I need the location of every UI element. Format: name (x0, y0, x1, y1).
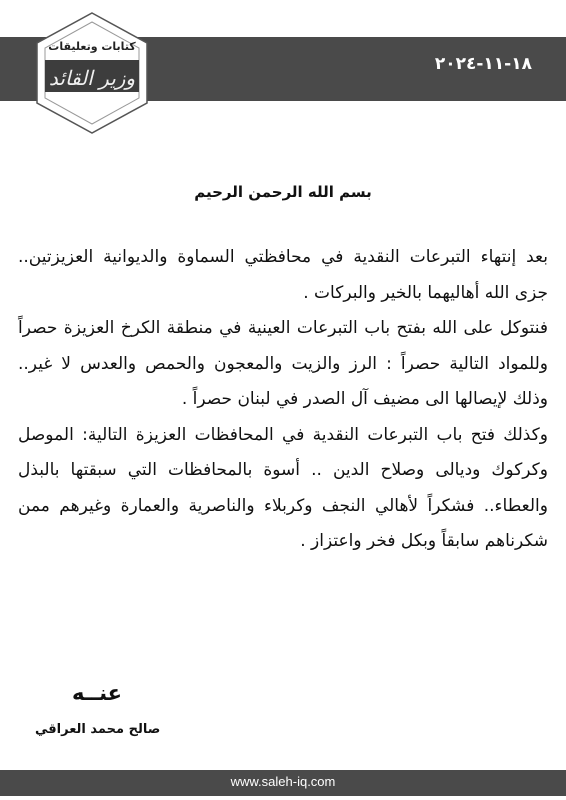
signature-name: صالح محمد العراقي (35, 722, 161, 737)
paragraph-1: بعد إنتهاء التبرعات النقدية في محافظتي السماوة والديوانية العزيزتين.. جزى الله أهاليهما بالخير والبركات . (18, 247, 548, 303)
logo-caption: كتابات وتعليقات (48, 40, 136, 53)
footer-website-link[interactable]: www.saleh-iq.com (230, 774, 336, 789)
signature-anhu: عنــه (72, 681, 123, 705)
paragraph-3: وكذلك فتح باب التبرعات النقدية في المحافظات العزيزة التالية: الموصل وكركوك وديالى وصلاح الدين .. أسوة بالمحافظات التي سبقتها بالبذل والعطاء.. فشكراً لأهالي النجف وكربلاء والناصرية والعمارة وغيرهم ممن شكرناهم سابقاً وبكل فخر واعتزاز . (18, 424, 548, 551)
logo-name: وزير القائد (48, 66, 136, 90)
logo (33, 10, 151, 136)
bismillah-heading: بسم الله الرحمن الرحيم (194, 183, 372, 201)
letter-date: ١٨-١١-٢٠٢٤ (434, 54, 532, 74)
letter-body (18, 240, 548, 560)
paragraph-2: فنتوكل على الله بفتح باب التبرعات العينية في منطقة الكرخ العزيزة حصراً وللمواد التالية حصراً : الرز والزيت والمعجون والحمص والعدس لا غير.. وذلك لإيصالها الى مضيف آل الصدر في لبنان حصراً . (18, 318, 548, 409)
